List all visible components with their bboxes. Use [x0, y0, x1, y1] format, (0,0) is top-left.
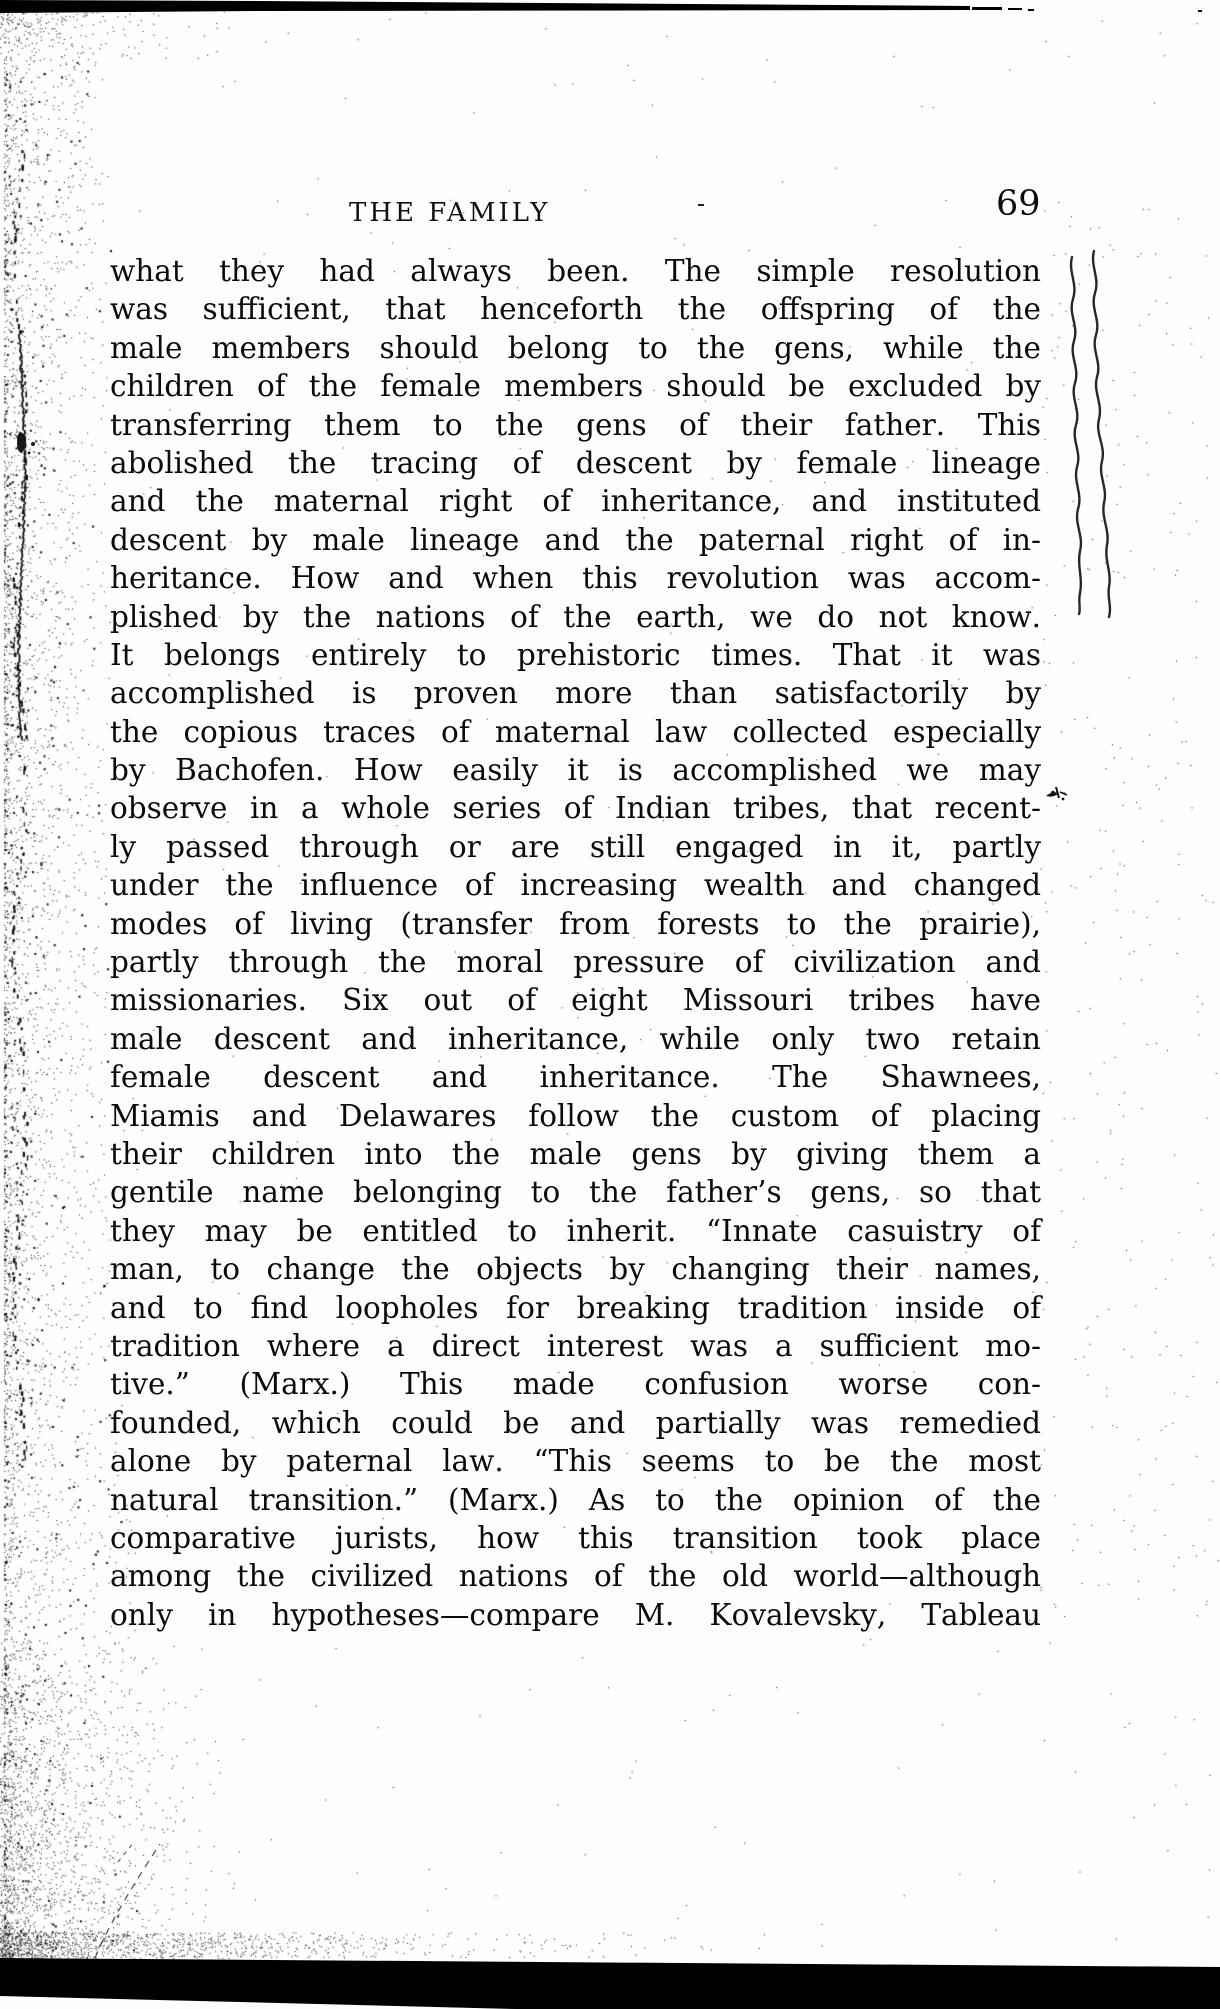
- page-title: THE FAMILY: [349, 198, 551, 228]
- body-line-27: man, to change the objects by changing their names,: [110, 1252, 1041, 1287]
- body-line-2: was sufficient, that henceforth the offspring of the: [110, 292, 1041, 327]
- body-line-23: Miamis and Delawares follow the custom of placing: [110, 1098, 1041, 1133]
- body-line-4: children of the female members should be excluded by: [110, 369, 1041, 404]
- margin-ink-squiggle-right: [1093, 251, 1110, 617]
- body-line-10: plished by the nations of the earth, we do not know.: [110, 599, 1041, 634]
- top-edge-scan-line: [0, 0, 1202, 13]
- body-line-19: partly through the moral pressure of civilization and: [110, 945, 1041, 980]
- body-line-36: only in hypotheses—compare M. Kovalevsky, Tableau: [110, 1597, 1041, 1632]
- body-line-28: and to find loopholes for breaking tradition inside of: [110, 1290, 1041, 1325]
- body-line-14: by Bachofen. How easily it is accomplished we may: [110, 753, 1041, 788]
- body-line-33: natural transition.” (Marx.) As to the opinion of the: [110, 1482, 1041, 1517]
- crease-line-short: [118, 1842, 134, 1862]
- body-line-8: descent by male lineage and the paternal right of in-: [110, 522, 1041, 557]
- body-line-17: under the influence of increasing wealth and changed: [110, 868, 1041, 903]
- margin-ink-squiggle-left: [1071, 257, 1081, 614]
- body-line-16: ly passed through or are still engaged in it, partly: [110, 829, 1041, 864]
- body-line-26: they may be entitled to inherit. “Innate casuistry of: [110, 1213, 1041, 1248]
- body-line-12: accomplished is proven more than satisfactorily by: [110, 676, 1041, 711]
- body-line-7: and the maternal right of inheritance, and instituted: [110, 484, 1041, 519]
- body-line-21: male descent and inheritance, while only two retain: [110, 1021, 1041, 1056]
- body-line-13: the copious traces of maternal law collected especially: [110, 714, 1041, 749]
- body-line-22: female descent and inheritance. The Shawnees,: [110, 1060, 1041, 1095]
- body-line-32: alone by paternal law. “This seems to be the most: [110, 1444, 1041, 1479]
- body-line-24: their children into the male gens by giving them a: [110, 1136, 1041, 1171]
- body-line-9: heritance. How and when this revolution was accom-: [110, 561, 1041, 596]
- body-line-30: tive.” (Marx.) This made confusion worse con-: [110, 1367, 1041, 1402]
- body-line-6: abolished the tracing of descent by female lineage: [110, 445, 1041, 480]
- body-text: [110, 252, 1041, 1634]
- body-line-34: comparative jurists, how this transition took place: [110, 1520, 1041, 1555]
- left-margin-blot: [17, 432, 35, 454]
- ink-blot-mark: [1046, 787, 1067, 800]
- body-line-20: missionaries. Six out of eight Missouri tribes have: [110, 983, 1041, 1018]
- body-line-31: founded, which could be and partially was remedied: [110, 1405, 1041, 1440]
- body-line-11: It belongs entirely to prehistoric times. That it was: [110, 637, 1041, 672]
- body-line-18: modes of living (transfer from forests to the prairie),: [110, 906, 1041, 941]
- body-line-25: gentile name belonging to the father’s gens, so that: [110, 1175, 1041, 1210]
- body-line-29: tradition where a direct interest was a sufficient mo-: [110, 1328, 1041, 1363]
- body-line-1: what they had always been. The simple resolution: [110, 254, 1041, 288]
- body-line-3: male members should belong to the gens, while the: [110, 330, 1041, 365]
- body-line-15: observe in a whole series of Indian tribes, that recent-: [110, 791, 1041, 826]
- page-number: 69: [996, 184, 1041, 224]
- body-line-35: among the civilized nations of the old world—although: [110, 1559, 1041, 1594]
- body-line-5: transferring them to the gens of their father. This: [110, 407, 1041, 442]
- crease-line: [95, 1844, 160, 1958]
- bottom-edge-scan-bar: [0, 1958, 1220, 2009]
- stray-speck: [698, 204, 704, 206]
